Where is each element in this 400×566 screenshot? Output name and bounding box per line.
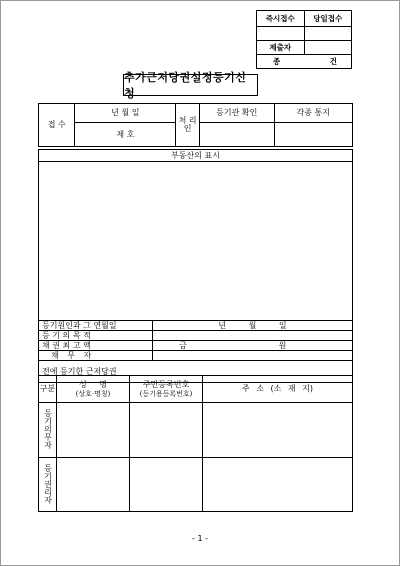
col-name-sub: (상호·명칭) [75,389,111,398]
sameday-receipt-label: 당일접수 [304,11,352,27]
count-row [257,55,352,69]
debtor-value[interactable] [153,351,353,361]
max-claim-prefix: 금 [153,341,214,351]
handler-label: 처 리 인 [176,104,200,147]
count-label-kind: 종 [273,56,281,66]
parties-table [38,375,353,512]
obligee-text: 등기권리자 [43,463,53,504]
obligee-name-cell[interactable] [57,458,130,512]
registry-confirm-cell[interactable] [199,123,274,147]
debtor-label: 채 무 자 [39,351,153,361]
notifications-label: 각종 통지 [274,104,352,123]
property-table [38,149,353,383]
immediate-receipt-label: 즉시접수 [257,11,305,27]
obligor-text: 등기의무자 [43,409,53,449]
obligee-id-cell[interactable] [130,458,203,512]
immediate-receipt-cell[interactable] [257,27,305,41]
submitter-cell[interactable] [304,41,352,55]
max-claim-label: 채 권 최 고 액 [39,341,153,351]
prior-right-label: 전에 등기한 근저당권 [39,361,353,383]
col-name-header [57,376,130,403]
obligor-name-cell[interactable] [57,403,130,458]
receipt-table [38,103,353,147]
receipt-number-label: 제 호 [75,123,176,147]
max-claim-suffix[interactable]: 원 [213,341,353,351]
obligor-label [39,403,57,458]
col-type-header: 구분 [39,376,57,403]
count-label-case: 건 [329,56,337,66]
obligor-address-cell[interactable] [203,403,353,458]
submitter-label: 제출자 [257,41,305,55]
page-number: - 1 - [192,534,208,543]
registry-confirm-label: 등기관 확인 [199,104,274,123]
purpose-value[interactable] [153,331,353,341]
obligee-address-cell[interactable] [203,458,353,512]
notifications-cell[interactable] [274,123,352,147]
col-id-sub: (등기용등록번호) [139,389,193,398]
cause-date-value[interactable]: 년 월 일 [153,321,353,331]
col-address-header: 주 소 (소 재 지) [203,376,353,403]
col-id-header [130,376,203,403]
col-name-title: 성 명 [79,379,107,389]
form-title: 추가근저당권설정등기신청 [123,74,258,96]
property-description-area[interactable] [39,162,353,321]
sameday-receipt-cell[interactable] [304,27,352,41]
purpose-label: 등 기 의 목 적 [39,331,153,341]
obligor-id-cell[interactable] [130,403,203,458]
receipt-date-label: 년 월 일 [75,104,176,123]
receipt-stamp-box [256,10,352,69]
property-header: 부동산의 표시 [39,150,353,162]
cause-date-label: 등기원인과 그 연월일 [39,321,153,331]
obligee-label [39,458,57,512]
col-id-title: 주민등록번호 [142,379,190,389]
receipt-label: 접 수 [39,104,75,147]
